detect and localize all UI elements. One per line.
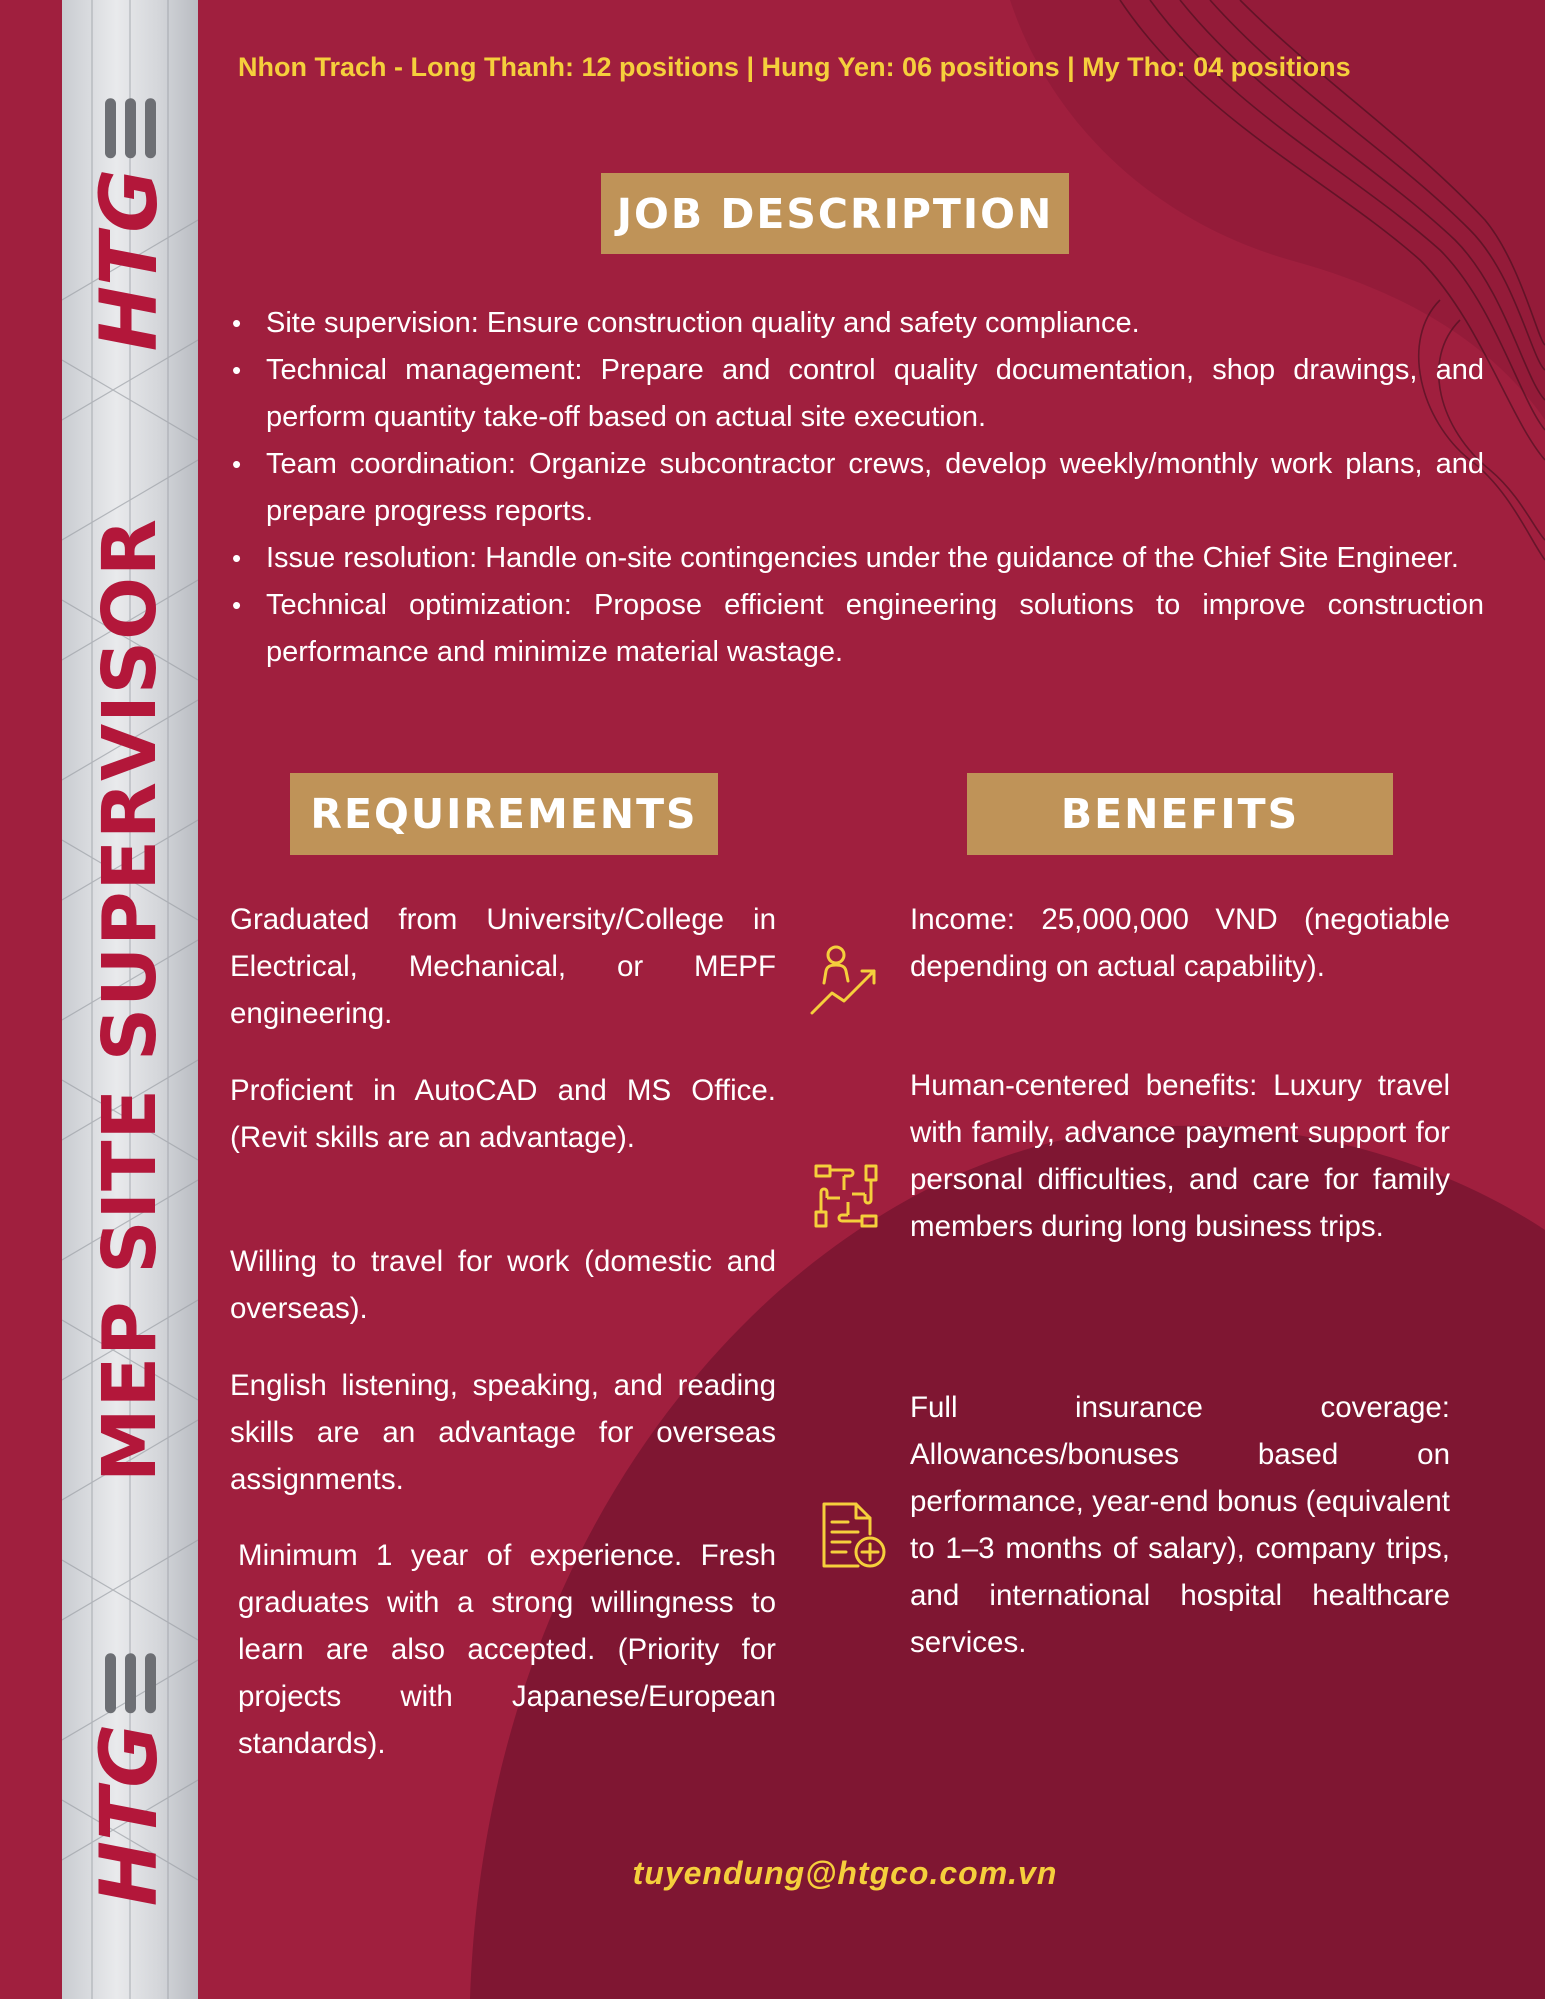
- career-growth-icon: [810, 943, 882, 1015]
- requirement-item: Graduated from University/College in Electrical, Mechanical, or MEPF engineering.: [230, 903, 776, 1030]
- job-description-heading: JOB DESCRIPTION: [601, 173, 1069, 254]
- job-title: MEP SITE SUPERVISOR: [87, 518, 173, 1482]
- list-item: • Issue resolution: Handle on-site contingencies under the guidance of the Chief Site Engineer.: [266, 535, 1484, 582]
- htg-logo-text: HTG: [85, 1723, 175, 1907]
- list-item: • Technical optimization: Propose efficient engineering solutions to improve construction performance and minimize material wastage.: [266, 582, 1484, 676]
- requirement-item: Proficient in AutoCAD and MS Office. (Revit skills are an advantage).: [230, 1074, 776, 1154]
- benefit-item: Income: 25,000,000 VND (negotiable depending on actual capability).: [910, 903, 1450, 983]
- list-item: • Technical management: Prepare and control quality documentation, shop drawings, and perform quantity take-off based on actual site execution.: [266, 347, 1484, 441]
- logo-bars-icon: [105, 99, 156, 159]
- requirement-item: Willing to travel for work (domestic and overseas).: [230, 1245, 776, 1325]
- requirement-item: English listening, speaking, and reading skills are an advantage for overseas assignments.: [230, 1369, 776, 1496]
- htg-logo-top: [85, 99, 175, 352]
- job-description-list: [232, 300, 1484, 676]
- contact-email[interactable]: tuyendung@htgco.com.vn: [632, 1855, 1058, 1891]
- side-branding: [62, 0, 198, 1999]
- insurance-document-icon: [818, 1500, 890, 1572]
- htg-logo-text: HTG: [85, 168, 175, 352]
- benefit-item: Full insurance coverage: Allowances/bonuses based on performance, year-end bonus (equivalent to 1–3 months of salary), company trips, and international hospital healthcare services.: [910, 1391, 1450, 1659]
- requirements-heading: REQUIREMENTS: [290, 773, 718, 855]
- locations-line: Nhon Trach - Long Thanh: 12 positions | Hung Yen: 06 positions | My Tho: 04 positions: [238, 52, 1351, 82]
- benefits-heading: BENEFITS: [967, 773, 1393, 855]
- requirement-item: Minimum 1 year of experience. Fresh graduates with a strong willingness to learn are also accepted. (Priority for projects with Japanese/European standards).: [238, 1539, 776, 1760]
- teamwork-hands-icon: [810, 1160, 882, 1232]
- list-item: • Team coordination: Organize subcontractor crews, develop weekly/monthly work plans, and prepare progress reports.: [266, 441, 1484, 535]
- list-item: • Site supervision: Ensure construction quality and safety compliance.: [266, 300, 1484, 347]
- logo-bars-icon: [105, 1654, 156, 1714]
- benefit-item: Human-centered benefits: Luxury travel with family, advance payment support for personal difficulties, and care for family members during long business trips.: [910, 1069, 1450, 1243]
